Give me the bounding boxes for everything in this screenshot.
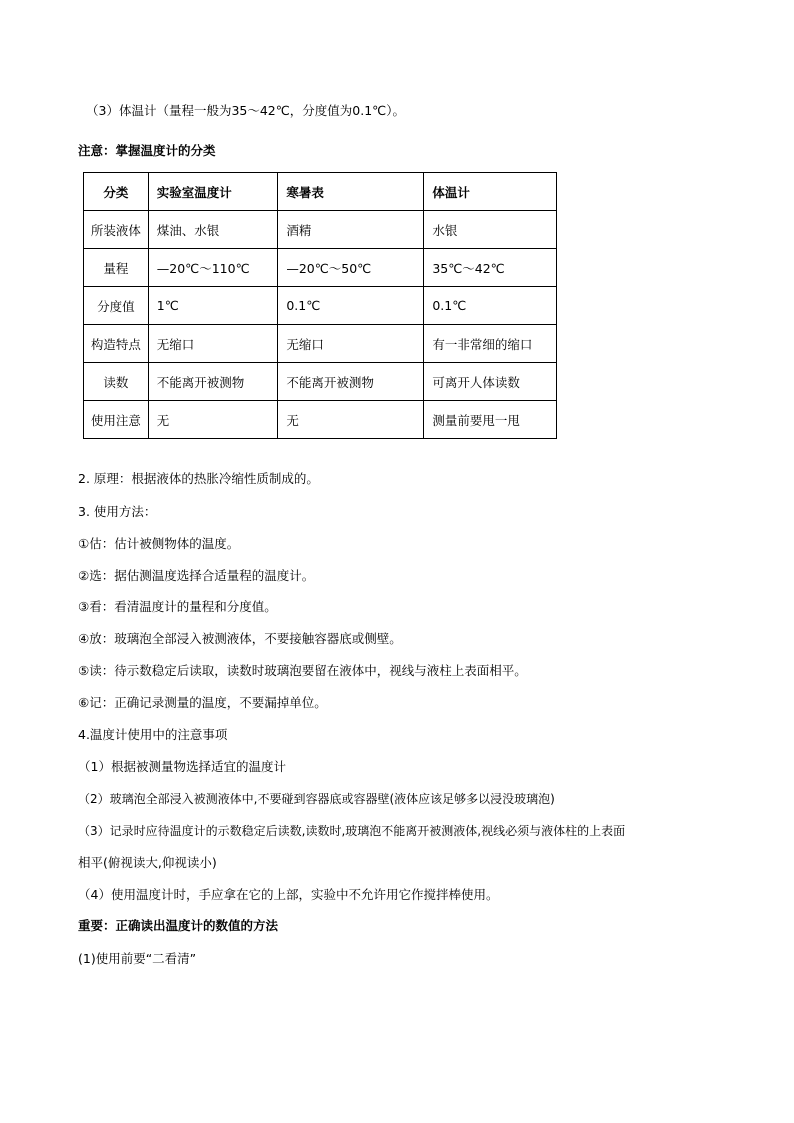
table-row <box>84 249 557 287</box>
caution-2: （2）玻璃泡全部浸入被测液体中,不要碰到容器底或容器壁(液体应该足够多以浸没玻璃泡) <box>78 792 555 806</box>
caution-3-line-2: 相平(俯视读大,仰视读小) <box>78 855 217 870</box>
table-cell: 测量前要甩一甩 <box>424 401 557 439</box>
header-cell: 分类 <box>84 173 149 211</box>
before-use-line: (1)使用前要“二看清” <box>78 951 197 966</box>
table-cell: 0.1℃ <box>424 287 557 325</box>
table-cell: 不能离开被测物 <box>278 363 424 401</box>
important-heading: 重要：正确读出温度计的数值的方法 <box>78 918 279 933</box>
table-cell: 煤油、水银 <box>148 211 278 249</box>
table-cell: 水银 <box>424 211 557 249</box>
row-label-cell: 分度值 <box>84 287 149 325</box>
caution-3-line-1: （3）记录时应待温度计的示数稳定后读数,读数时,玻璃泡不能离开被测液体,视线必须与液体柱的上表面 <box>78 824 626 838</box>
header-cell: 实验室温度计 <box>148 173 278 211</box>
step-select: ②选：据估测温度选择合适量程的温度计。 <box>78 568 315 583</box>
note-heading: 注意：掌握温度计的分类 <box>78 143 216 158</box>
thermometer-range-line: （3）体温计（量程一般为35～42℃，分度值为0.1℃）。 <box>86 103 405 118</box>
caution-4: （4）使用温度计时，手应拿在它的上部，实验中不允许用它作搅拌棒使用。 <box>78 887 499 902</box>
step-record: ⑥记：正确记录测量的温度，不要漏掉单位。 <box>78 695 327 710</box>
row-label-cell: 读数 <box>84 363 149 401</box>
table-row <box>84 401 557 439</box>
step-estimate: ①估：估计被侧物体的温度。 <box>78 536 240 551</box>
row-label-cell: 构造特点 <box>84 325 149 363</box>
method-title: 3. 使用方法： <box>78 504 157 519</box>
table-cell: 0.1℃ <box>278 287 424 325</box>
table-cell: 无缩口 <box>278 325 424 363</box>
table-cell: 酒精 <box>278 211 424 249</box>
cautions-title: 4.温度计使用中的注意事项 <box>78 727 228 742</box>
principle-line: 2. 原理：根据液体的热胀冷缩性质制成的。 <box>78 471 319 486</box>
table-row <box>84 363 557 401</box>
table-cell: —20℃～110℃ <box>148 249 278 287</box>
caution-1: （1）根据被测量物选择适宜的温度计 <box>78 759 286 774</box>
row-label-cell: 量程 <box>84 249 149 287</box>
table-cell: —20℃～50℃ <box>278 249 424 287</box>
header-cell: 体温计 <box>424 173 557 211</box>
step-place: ④放：玻璃泡全部浸入被测液体，不要接触容器底或侧壁。 <box>78 631 402 646</box>
thermometer-classification-table <box>83 172 557 439</box>
table-header-row <box>84 173 557 211</box>
header-cell: 寒暑表 <box>278 173 424 211</box>
table-cell: 1℃ <box>148 287 278 325</box>
table-row <box>84 287 557 325</box>
step-check: ③看：看清温度计的量程和分度值。 <box>78 599 277 614</box>
row-label-cell: 所装液体 <box>84 211 149 249</box>
row-label-cell: 使用注意 <box>84 401 149 439</box>
table-cell: 有一非常细的缩口 <box>424 325 557 363</box>
table-cell: 不能离开被测物 <box>148 363 278 401</box>
table-cell: 可离开人体读数 <box>424 363 557 401</box>
table-cell: 无缩口 <box>148 325 278 363</box>
table-cell: 无 <box>148 401 278 439</box>
table-row <box>84 325 557 363</box>
table-cell: 无 <box>278 401 424 439</box>
table-cell: 35℃～42℃ <box>424 249 557 287</box>
step-read: ⑤读：待示数稳定后读取，读数时玻璃泡要留在液体中，视线与液柱上表面相平。 <box>78 663 527 678</box>
table-row <box>84 211 557 249</box>
